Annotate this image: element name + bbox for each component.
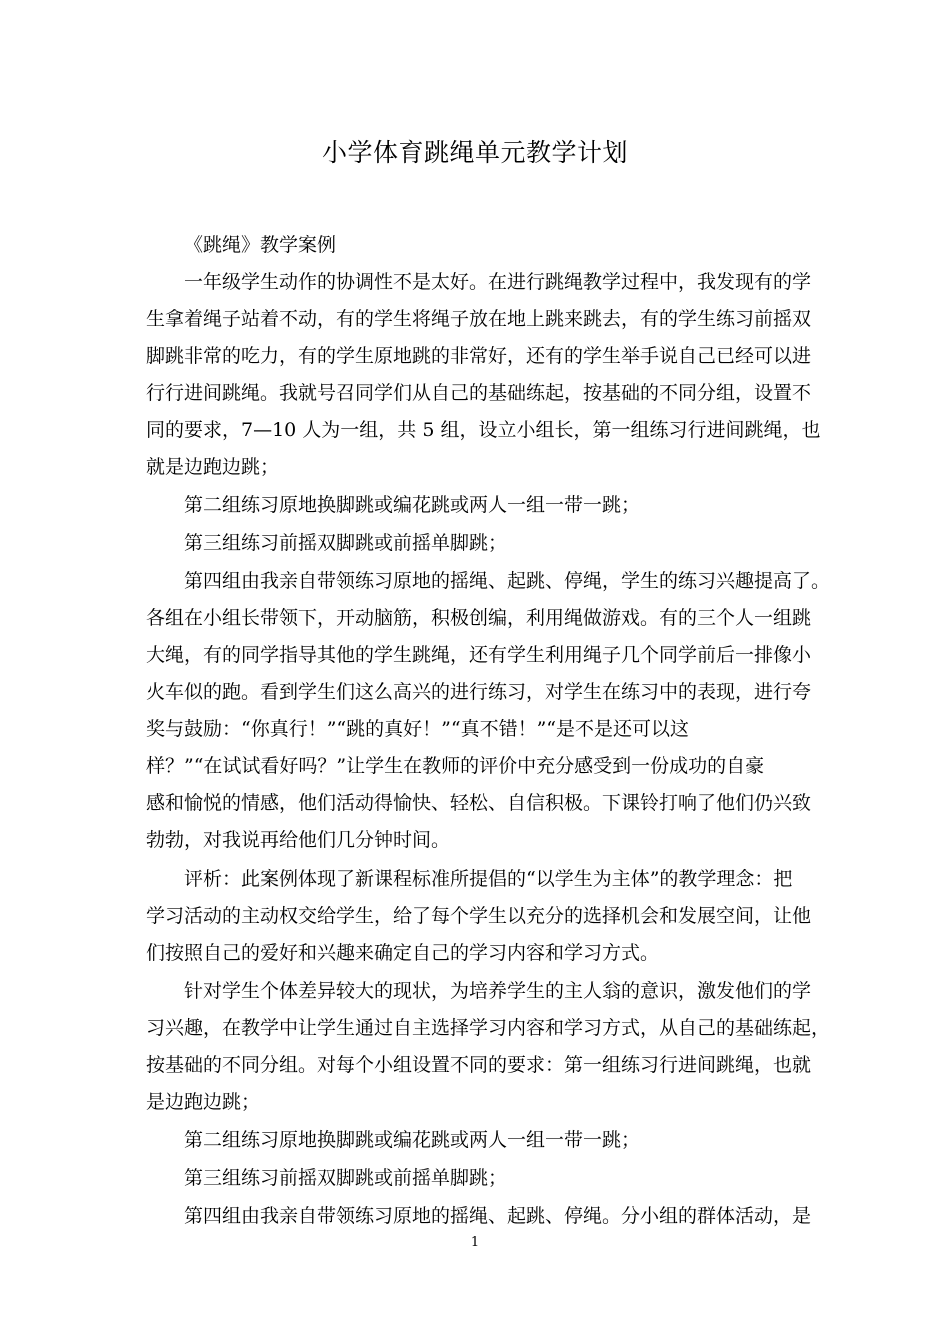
text-line: 评析：此案例体现了新课程标准所提倡的“以学生为主体”的教学理念：把: [184, 868, 793, 890]
text-line: 针对学生个体差异较大的现状，为培养学生的主人翁的意识，激发他们的学: [184, 980, 812, 1002]
text-line: 第二组练习原地换脚跳或编花跳或两人一组一带一跳；: [184, 1129, 641, 1151]
text-line: 是边跑边跳；: [146, 1091, 261, 1113]
text-line: 第四组由我亲自带领练习原地的摇绳、起跳、停绳，学生的练习兴趣提高了。: [184, 570, 831, 592]
text-line: 感和愉悦的情感，他们活动得愉快、轻松、自信积极。下课铃打响了他们仍兴致: [146, 792, 812, 814]
text-line: 样？”“在试试看好吗？”让学生在教师的评价中充分感受到一份成功的自豪: [146, 755, 765, 777]
text-line: 勃勃，对我说再给他们几分钟时间。: [146, 829, 451, 851]
text-line: 第三组练习前摇双脚跳或前摇单脚跳；: [184, 1167, 508, 1189]
text-line: 就是边跑边跳；: [146, 456, 280, 478]
text-line: 同的要求，7—10 人为一组，共 5 组，设立小组长，第一组练习行进间跳绳，也: [146, 419, 821, 441]
case-heading: 《跳绳》教学案例: [184, 234, 337, 256]
text-line: 一年级学生动作的协调性不是太好。在进行跳绳教学过程中，我发现有的学: [184, 271, 812, 293]
text-line: 第二组练习原地换脚跳或编花跳或两人一组一带一跳；: [184, 494, 641, 516]
text-line: 各组在小组长带领下，开动脑筋，积极创编，利用绳做游戏。有的三个人一组跳: [146, 607, 812, 629]
page-number: 1: [470, 1235, 480, 1250]
text-line: 行行进间跳绳。我就号召同学们从自己的基础练起，按基础的不同分组，设置不: [146, 382, 812, 404]
text-line: 第三组练习前摇双脚跳或前摇单脚跳；: [184, 532, 508, 554]
text-line: 按基础的不同分组。对每个小组设置不同的要求：第一组练习行进间跳绳，也就: [146, 1054, 812, 1076]
text-line: 们按照自己的爱好和兴趣来确定自己的学习内容和学习方式。: [146, 942, 660, 964]
document-title: 小学体育跳绳单元教学计划: [321, 138, 628, 167]
text-line: 火车似的跑。看到学生们这么高兴的进行练习，对学生在练习中的表现，进行夸: [146, 681, 812, 703]
text-line: 脚跳非常的吃力，有的学生原地跳的非常好，还有的学生举手说自己已经可以进: [146, 345, 812, 367]
text-line: 奖与鼓励：“你真行！”“跳的真好！”“真不错！”“是不是还可以这: [146, 718, 689, 740]
text-line: 生拿着绳子站着不动，有的学生将绳子放在地上跳来跳去，有的学生练习前摇双: [146, 308, 812, 330]
text-line: 习兴趣，在教学中让学生通过自主选择学习内容和学习方式，从自己的基础练起，: [146, 1017, 831, 1039]
text-line: 第四组由我亲自带领练习原地的摇绳、起跳、停绳。分小组的群体活动，是: [184, 1205, 812, 1227]
text-line: 学习活动的主动权交给学生，给了每个学生以充分的选择机会和发展空间，让他: [146, 905, 812, 927]
text-line: 大绳，有的同学指导其他的学生跳绳，还有学生利用绳子几个同学前后一排像小: [146, 644, 812, 666]
